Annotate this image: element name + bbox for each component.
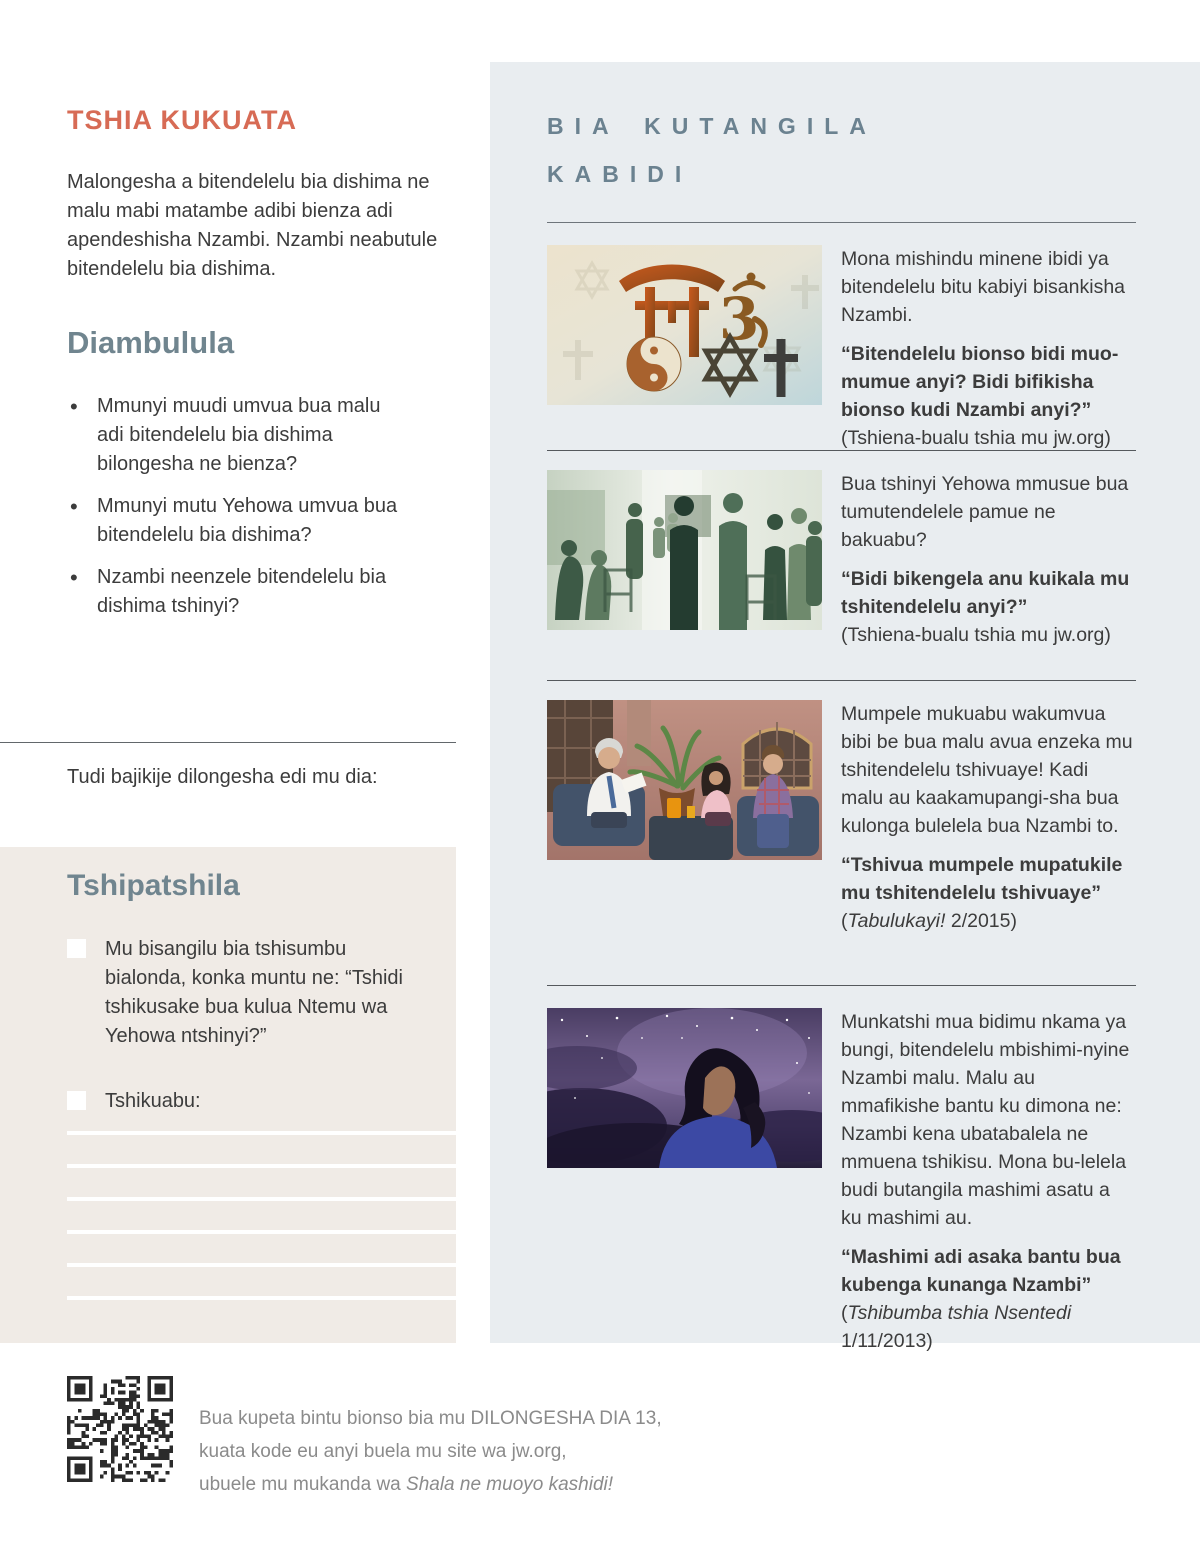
congregation-image	[547, 470, 822, 630]
section-body: Mona mishindu minene ibidi ya bitendelelu bitu kabiyi bisankisha Nzambi.	[841, 248, 1126, 326]
footer-line: kuata kode eu anyi buela mu site wa jw.org,	[199, 1441, 567, 1462]
goal-item-text: Tshikuabu:	[105, 1090, 201, 1112]
section-body: Bua tshinyi Yehowa mmusue bua tumutendelele pamue ne bakuabu?	[841, 473, 1129, 551]
goal-item-text: Mu bisangilu bia tshisumbu bialonda, konka muntu ne: “Tshidi tshikusake bua kulua Ntemu wa Yehowa ntshinyi?”	[105, 938, 403, 1047]
horizontal-divider	[0, 742, 456, 743]
page-title: TSHIA KUKUATA	[67, 105, 297, 135]
woman-night-sky-image	[547, 1008, 822, 1168]
review-question: • Nzambi neenzele bitendelelu bia dishima tshinyi?	[67, 563, 412, 621]
section-text	[841, 1008, 1133, 1355]
yin-yang-icon	[627, 337, 681, 391]
goal-heading: Tshipatshila	[67, 869, 240, 902]
write-line	[67, 1230, 456, 1234]
media-section	[547, 245, 1147, 452]
review-question: • Mmunyi muudi umvua bua malu adi bitendelelu bia dishima bilongesha ne bienza?	[67, 392, 412, 479]
answer-write-lines	[67, 1131, 456, 1329]
section-source: (Tshiena-bualu tshia mu jw.org)	[841, 624, 1111, 646]
footer-instructions	[199, 1402, 759, 1501]
section-text	[841, 245, 1133, 452]
horizontal-divider	[547, 985, 1136, 986]
review-question: • Mmunyi mutu Yehowa umvua bua bitendelelu bia dishima?	[67, 492, 412, 550]
write-line	[67, 1164, 456, 1168]
section-source: (Tshiena-bualu tshia mu jw.org)	[841, 427, 1111, 449]
section-quote: “Tshivua mumpele mupatukile mu tshitendelelu tshivuaye”	[841, 854, 1123, 904]
goal-item	[67, 935, 407, 1051]
section-quote: “Bitendelelu bionso bidi muo-mumue anyi? Bidi bifikisha bionso kudi Nzambi anyi?”	[841, 343, 1119, 421]
horizontal-divider	[547, 222, 1136, 223]
write-line	[67, 1263, 456, 1267]
qr-code	[67, 1376, 173, 1482]
section-quote: “Bidi bikengela anu kuikala mu tshitendelelu anyi?”	[841, 568, 1130, 618]
horizontal-divider	[547, 680, 1136, 681]
goal-box	[0, 847, 456, 1343]
section-text	[841, 700, 1133, 935]
write-line	[67, 1296, 456, 1300]
svg-text:3: 3	[719, 285, 760, 353]
footer-line: ubuele mu mukanda wa Shala ne muoyo kashidi!	[199, 1474, 614, 1495]
religious-symbols-image	[547, 245, 822, 405]
review-heading: Diambulula	[67, 325, 235, 360]
see-also-panel	[490, 62, 1200, 1352]
goal-item	[67, 1087, 407, 1116]
patio-conversation-image	[547, 700, 822, 860]
section-body: Munkatshi mua bidimu nkama ya bungi, bitendelelu mbishimi-nyine Nzambi malu. Malu au mmafikishe bantu ku dimona ne: Nzambi kena ubatabalela ne mmuena tshikisu. Mona bu-lelela budi butangila mashimi asatu a ku mashimi au.	[841, 1011, 1130, 1229]
juice-pitcher	[667, 798, 681, 818]
woman-night-sky-photo	[547, 1008, 822, 1168]
section-body: Mumpele mukuabu wakumvua bibi be bua malu avua enzeka mu tshitendelelu tshivuaye! Kadi malu au kaakamupangi-sha bua kulonga bulelela bua Nzambi to.	[841, 703, 1133, 837]
religious-symbols-illustration	[547, 245, 822, 405]
review-question-list	[67, 392, 412, 634]
intro-paragraph: Malongesha a bitendelelu bia dishima ne malu mabi matambe adibi bienza adi apendeshisha Nzambi. Nzambi neabutule bitendelelu bia dishima.	[67, 171, 438, 280]
section-source: (Tabulukayi! 2/2015)	[841, 910, 1017, 932]
checkbox[interactable]	[67, 939, 86, 958]
media-section	[547, 1008, 1147, 1355]
completion-date-note: Tudi bajikije dilongesha edi mu dia:	[67, 766, 378, 788]
section-quote: “Mashimi adi asaka bantu bua kubenga kunanga Nzambi”	[841, 1246, 1121, 1296]
section-text	[841, 470, 1133, 649]
panel-heading: BIA KUTANGILA KABIDI	[547, 113, 877, 187]
horizontal-divider	[547, 450, 1136, 451]
media-section	[547, 700, 1147, 935]
section-source: (Tshibumba tshia Nsentedi 1/11/2013)	[841, 1302, 1072, 1352]
footer-line: Bua kupeta bintu bionso bia mu DILONGESHA DIA 13,	[199, 1408, 662, 1429]
write-line	[67, 1197, 456, 1201]
congregation-illustration	[547, 470, 822, 630]
write-line	[67, 1131, 456, 1135]
patio-conversation-photo	[547, 700, 822, 860]
checkbox[interactable]	[67, 1091, 86, 1110]
media-section	[547, 470, 1147, 649]
